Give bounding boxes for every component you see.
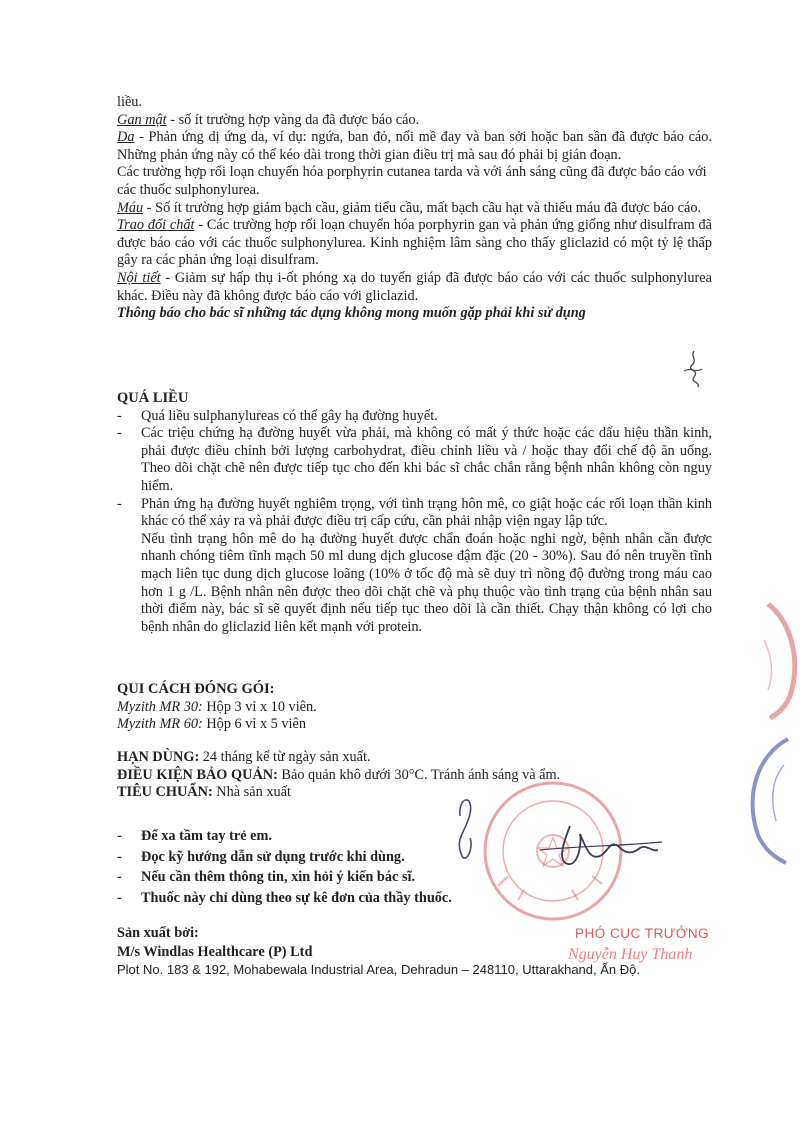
signatory-name: Nguyễn Huy Thanh <box>568 946 693 963</box>
overdose-item <box>117 408 712 426</box>
manufacturer-address: Plot No. 183 & 192, Mohabewala Industrial Area, Dehradun – 248110, Uttarakhand, Ấn Độ. <box>117 962 640 977</box>
dash-bullet: - <box>117 407 122 424</box>
blood-text: - Số ít trường hợp giảm bạch cầu, giảm tiểu cầu, mất bạch cầu hạt và thiếu máu đã được báo cáo. <box>143 199 702 216</box>
endocrine-text: - Giảm sự hấp thụ i-ốt phóng xạ do tuyến giáp đã được báo cáo với các thuốc sulphonylurea khác. Điều này đã không được báo cáo với gliclazid. <box>117 269 712 304</box>
storage-conditions <box>117 767 737 785</box>
packaging-item <box>117 716 712 734</box>
liver-label: Gan mật <box>117 111 167 128</box>
packaging-item <box>117 699 712 717</box>
skin-effects <box>117 129 712 164</box>
warning-text: Thuốc này chỉ dùng theo sự kê đơn của thầy thuốc. <box>141 889 452 906</box>
dash-bullet: - <box>117 889 122 906</box>
product-detail: Hộp 6 vỉ x 5 viên <box>202 716 307 733</box>
dash-bullet: - <box>117 828 122 844</box>
blood-effects <box>117 200 712 218</box>
signatory-title: PHÓ CỤC TRƯỞNG <box>575 926 710 941</box>
product-name: Myzith MR 30: <box>117 698 203 715</box>
porphyria-effects: Các trường hợp rối loạn chuyển hóa porphyrin cutanea tarda và với ánh sáng cũng đã được báo cáo với các thuốc sulphonylurea. <box>117 164 707 198</box>
packaging-section <box>117 681 712 734</box>
liver-effects <box>117 112 712 130</box>
dash-bullet: - <box>117 425 122 442</box>
report-notice: Thông báo cho bác sĩ những tác dụng không mong muốn gặp phải khi sử dụng <box>117 305 586 322</box>
metabolism-text: - Các trường hợp rối loạn chuyển hóa porphyrin gan và phản ứng giống như disulfram đã được báo cáo với các thuốc sulphonylurea. Kinh nghiệm lâm sàng cho thấy gliclazid có một tỷ lệ thấp gây ra các phản ứng loại disulfram. <box>117 217 712 269</box>
dash-bullet: - <box>117 848 122 865</box>
storage-value: Bảo quản khô dưới 30°C. Tránh ánh sáng và ẩm. <box>277 766 561 783</box>
overdose-item-text: Phản ứng hạ đường huyết nghiêm trọng, với tình trạng hôn mê, co giật hoặc các rối loạn thần kinh khác có thể xảy ra và phải được điều trị cấp cứu, cần phải nhập viện ngay lập tức. <box>141 495 712 530</box>
metabolism-label: Trao đổi chất <box>117 217 195 234</box>
shelf-life <box>117 749 737 767</box>
handwritten-signature <box>440 786 670 896</box>
overdose-section <box>117 390 712 636</box>
overdose-paragraph: Nếu tình trạng hôn mê do hạ đường huyết được chẩn đoán hoặc nghi ngờ, bệnh nhân cần được nhanh chóng tiêm tĩnh mạch 50 ml dung dịch glucose đậm đặc (20 - 30%). Sau đó nên truyền tĩnh mạch liên tục dung dịch glucose loãng (10% ở tốc độ mà sẽ duy trì nồng độ đường trong máu cao hơn 1 g /L. Bệnh nhân nên được theo dõi chặt chẽ và phụ thuộc vào tình trạng của bệnh nhân sau thời điểm này, bác sĩ sẽ quyết định nếu tiếp tục theo dõi là cần thiết. Chạy thận không có lợi cho bệnh nhân do gliclazid liên kết mạnh với protein. <box>141 530 712 635</box>
skin-label: Da <box>117 129 135 146</box>
overdose-item <box>117 425 712 495</box>
shelf-life-label: HẠN DÙNG: <box>117 749 200 765</box>
manufacturer-name: M/s Windlas Healthcare (P) Ltd <box>117 943 313 960</box>
handwritten-initial-mark <box>676 347 712 389</box>
skin-text: - Phản ứng dị ứng da, ví dụ: ngứa, ban đỏ, nổi mề đay và ban sởi hoặc ban sần đã được báo cáo. Những phản ứng này có thể kéo dài trong thời gian điều trị mà sau đó phải bị gián đoạn. <box>117 129 712 163</box>
standard-label: TIÊU CHUẨN: <box>117 784 213 801</box>
warning-text: Nếu cần thêm thông tin, xin hỏi ý kiến bác sĩ. <box>141 869 416 885</box>
metabolism-effects <box>117 217 712 270</box>
overdose-item-text: Quá liều sulphanylureas có thể gây hạ đường huyết. <box>141 407 438 424</box>
endocrine-label: Nội tiết <box>117 269 161 286</box>
blood-label: Máu <box>117 199 144 216</box>
warning-text: Để xa tầm tay trẻ em. <box>141 828 272 844</box>
warning-text: Đọc kỹ hướng dẫn sử dụng trước khi dùng. <box>141 848 405 865</box>
standard-value: Nhà sản xuất <box>212 784 291 801</box>
overdose-item-text: Các triệu chứng hạ đường huyết vừa phải, mà không có mất ý thức hoặc các dấu hiệu thần kinh, phải được điều chỉnh bởi lượng carbohydrat, điều chỉnh liều và / hoặc thay đổi chế độ ăn uống. Theo dõi chặt chẽ nên được tiếp tục cho đến khi bác sĩ chắc chắn rằng bệnh nhân không còn nguy hiểm. <box>141 425 712 494</box>
shelf-life-value: 24 tháng kể từ ngày sản xuất. <box>199 749 371 765</box>
manufacturer-section <box>117 924 757 980</box>
manufacturer-label: Sản xuất bởi: <box>117 925 199 941</box>
overdose-heading: QUÁ LIỀU <box>117 390 189 406</box>
dash-bullet: - <box>117 869 122 885</box>
partial-stamp-lower <box>728 735 800 865</box>
product-name: Myzith MR 60: <box>117 716 203 733</box>
partial-stamp-upper <box>728 600 800 720</box>
endocrine-effects <box>117 270 712 305</box>
side-effects-section <box>117 94 712 323</box>
overdose-item <box>117 496 712 531</box>
packaging-heading: QUI CÁCH ĐÓNG GÓI: <box>117 681 275 697</box>
dash-bullet: - <box>117 495 122 512</box>
continued-text: liều. <box>117 94 143 110</box>
storage-label: ĐIỀU KIỆN BẢO QUẢN: <box>117 766 278 783</box>
liver-text: - số ít trường hợp vàng da đã được báo cáo. <box>166 111 420 128</box>
product-detail: Hộp 3 vỉ x 10 viên. <box>202 698 317 715</box>
